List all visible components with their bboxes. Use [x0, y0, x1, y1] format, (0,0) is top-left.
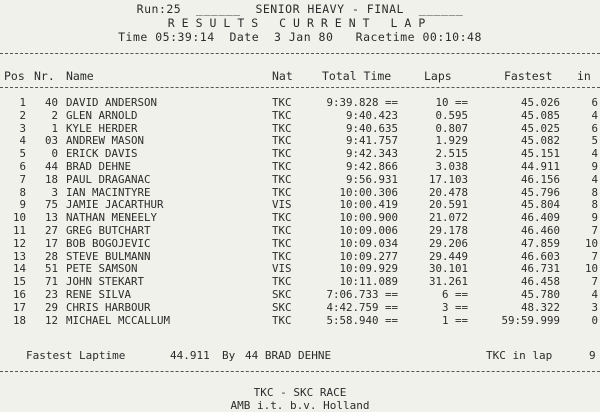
- row-total-time: 10:00.306: [339, 185, 398, 199]
- row-fastest: 45.082: [520, 134, 560, 148]
- race-title: Run:25 ______ SENIOR HEAVY - FINAL ______: [136, 2, 464, 16]
- column-header-in: in: [577, 69, 591, 83]
- row-laps: 29.206: [428, 236, 468, 250]
- table-row: [0, 122, 600, 134]
- row-name: RENE SILVA: [66, 288, 132, 301]
- row-in: 4: [591, 172, 598, 186]
- row-nat: TKC: [272, 211, 292, 225]
- column-header-fastest: Fastest: [504, 69, 553, 83]
- row-total-time: 10:00.900: [339, 211, 398, 225]
- row-name: MICHAEL MCCALLUM: [66, 313, 171, 327]
- fastest-lap-by-label: By: [222, 349, 236, 362]
- row-nat: TKC: [272, 134, 292, 148]
- row-fastest: 46.731: [520, 262, 560, 276]
- row-nr: 0: [51, 147, 58, 161]
- row-total-time: 9:42.866: [345, 160, 398, 173]
- row-in: 9: [591, 160, 598, 173]
- row-fastest: 45.151: [520, 147, 560, 161]
- row-name: PAUL DRAGANAC: [66, 172, 151, 186]
- fastest-lap-lap-label: TKC in lap: [486, 349, 553, 362]
- table-row: [0, 147, 600, 159]
- row-pos: 18: [12, 313, 26, 327]
- row-name: KYLE HERDER: [66, 121, 138, 135]
- row-fastest: 45.796: [520, 185, 560, 199]
- row-total-time: 10:09.034: [339, 236, 398, 250]
- row-laps: 1.929: [435, 134, 468, 148]
- divider-top: [0, 53, 600, 54]
- row-nat: TKC: [272, 147, 292, 161]
- row-nat: TKC: [272, 249, 292, 263]
- row-total-time: 9:42.343: [345, 147, 398, 161]
- row-total-time: 9:39.828 ==: [326, 96, 398, 109]
- column-header-pos: Pos: [4, 69, 25, 83]
- table-row: [0, 237, 600, 249]
- row-nat: TKC: [272, 224, 292, 237]
- row-laps: 17.103: [428, 172, 468, 186]
- row-pos: 6: [19, 160, 26, 173]
- row-nr: 3: [51, 185, 58, 199]
- column-header-laps: Laps: [424, 69, 452, 83]
- row-total-time: 10:09.929: [339, 262, 398, 276]
- row-in: 4: [591, 288, 598, 301]
- results-heading: RESULTS CURRENT LAP: [167, 16, 433, 30]
- row-name: DAVID ANDERSON: [66, 96, 158, 109]
- fastest-lap-label: Fastest Laptime: [26, 349, 126, 362]
- row-laps: 0.595: [435, 108, 468, 122]
- row-nat: TKC: [272, 96, 292, 109]
- row-total-time: 5:58.940 ==: [326, 313, 398, 327]
- row-in: 10: [584, 236, 598, 250]
- row-laps: 3 ==: [441, 300, 468, 314]
- row-laps: 20.591: [428, 198, 468, 212]
- table-row: [0, 250, 600, 262]
- row-in: 7: [591, 249, 598, 263]
- organizer-line: TKC - SKC RACE: [253, 386, 347, 399]
- fastest-lap-lap-value: 9: [589, 349, 596, 362]
- row-nr: 29: [44, 300, 58, 314]
- row-pos: 9: [19, 198, 26, 212]
- table-row: [0, 109, 600, 121]
- row-pos: 17: [12, 300, 26, 314]
- row-fastest: 46.409: [520, 211, 560, 225]
- row-nr: 71: [44, 275, 58, 289]
- row-total-time: 10:11.089: [339, 275, 398, 289]
- row-pos: 7: [19, 172, 26, 186]
- row-laps: 3.038: [435, 160, 468, 173]
- row-fastest: 46.458: [520, 275, 560, 289]
- row-total-time: 9:41.757: [345, 134, 398, 148]
- row-laps: 30.101: [428, 262, 468, 276]
- row-fastest: 44.911: [520, 160, 560, 173]
- row-nr: 2: [51, 108, 58, 122]
- table-row: [0, 288, 600, 300]
- row-name: GREG BUTCHART: [66, 224, 151, 237]
- row-nr: 13: [44, 211, 58, 225]
- row-nr: 17: [44, 236, 58, 250]
- table-row: [0, 96, 600, 108]
- table-row: [0, 314, 600, 326]
- race-time-info: Time 05:39:14 Date 3 Jan 80 Racetime 00:10:48: [118, 30, 482, 44]
- row-laps: 1 ==: [441, 313, 468, 327]
- table-row: [0, 275, 600, 287]
- row-name: BRAD DEHNE: [66, 160, 132, 173]
- row-pos: 5: [19, 147, 26, 161]
- row-nr: 75: [44, 198, 58, 212]
- row-nr: 28: [44, 249, 58, 263]
- row-fastest: 46.460: [520, 224, 560, 237]
- row-in: 8: [591, 198, 598, 212]
- row-name: ANDREW MASON: [66, 134, 145, 148]
- row-name: JOHN STEKART: [66, 275, 145, 289]
- row-fastest: 46.156: [520, 172, 560, 186]
- row-laps: 10 ==: [435, 96, 468, 109]
- row-fastest: 59:59.999: [501, 313, 560, 327]
- row-nat: TKC: [272, 236, 292, 250]
- table-row: [0, 186, 600, 198]
- row-in: 8: [591, 185, 598, 199]
- row-pos: 13: [12, 249, 26, 263]
- row-nat: TKC: [272, 275, 292, 289]
- row-laps: 2.515: [435, 147, 468, 161]
- row-in: 0: [591, 313, 598, 327]
- column-header-nr: Nr.: [34, 69, 55, 83]
- row-laps: 29.178: [428, 224, 468, 237]
- row-pos: 15: [12, 275, 26, 289]
- row-in: 10: [584, 262, 598, 276]
- row-fastest: 47.859: [520, 236, 560, 250]
- row-in: 9: [591, 211, 598, 225]
- row-name: NATHAN MENEELY: [66, 211, 158, 225]
- fastest-lap-time: 44.911: [170, 349, 210, 362]
- row-fastest: 48.322: [520, 300, 560, 314]
- table-row: [0, 160, 600, 172]
- row-laps: 20.478: [428, 185, 468, 199]
- row-in: 7: [591, 275, 598, 289]
- row-total-time: 7:06.733 ==: [326, 288, 398, 301]
- row-pos: 16: [12, 288, 26, 301]
- row-nr: 12: [44, 313, 58, 327]
- row-nat: TKC: [272, 172, 292, 186]
- timing-company-line: AMB i.t. b.v. Holland: [230, 399, 370, 412]
- row-name: JAMIE JACARTHUR: [66, 198, 164, 212]
- row-nat: TKC: [272, 108, 292, 122]
- row-nr: 18: [44, 172, 58, 186]
- row-fastest: 45.780: [520, 288, 560, 301]
- row-in: 4: [591, 147, 598, 161]
- row-pos: 1: [19, 96, 26, 109]
- row-total-time: 9:40.635: [345, 121, 398, 135]
- row-nat: SKC: [272, 300, 292, 314]
- row-nat: TKC: [272, 160, 292, 173]
- row-nat: TKC: [272, 121, 292, 135]
- row-pos: 3: [19, 121, 26, 135]
- row-total-time: 4:42.759 ==: [326, 300, 398, 314]
- row-fastest: 45.026: [520, 96, 560, 109]
- row-laps: 0.807: [435, 121, 468, 135]
- row-total-time: 10:09.277: [339, 249, 398, 263]
- row-nr: 51: [44, 262, 58, 276]
- row-in: 5: [591, 134, 598, 148]
- row-laps: 6 ==: [441, 288, 468, 301]
- row-in: 7: [591, 224, 598, 237]
- row-fastest: 46.603: [520, 249, 560, 263]
- row-pos: 11: [12, 224, 26, 237]
- table-row: [0, 134, 600, 146]
- column-header-total-time: Total Time: [322, 69, 392, 83]
- row-laps: 31.261: [428, 275, 468, 289]
- divider-bottom: [0, 371, 600, 372]
- row-name: ERICK DAVIS: [66, 147, 138, 161]
- row-pos: 10: [12, 211, 26, 225]
- table-row: [0, 198, 600, 210]
- row-in: 3: [591, 300, 598, 314]
- row-fastest: 45.804: [520, 198, 560, 212]
- column-header-name: Name: [66, 69, 94, 83]
- row-fastest: 45.085: [520, 108, 560, 122]
- row-nr: 03: [44, 134, 58, 148]
- row-total-time: 10:00.419: [339, 198, 398, 212]
- table-row: [0, 211, 600, 223]
- row-name: CHRIS HARBOUR: [66, 300, 151, 314]
- row-name: BOB BOGOJEVIC: [66, 236, 151, 250]
- row-pos: 12: [12, 236, 26, 250]
- table-row: [0, 262, 600, 274]
- row-name: STEVE BULMANN: [66, 249, 151, 263]
- column-header-nat: Nat: [272, 69, 293, 83]
- row-total-time: 10:09.006: [339, 224, 398, 237]
- row-nat: TKC: [272, 185, 292, 199]
- row-laps: 29.449: [428, 249, 468, 263]
- row-fastest: 45.025: [520, 121, 560, 135]
- row-name: PETE SAMSON: [66, 262, 138, 276]
- row-nr: 44: [44, 160, 58, 173]
- row-in: 6: [591, 96, 598, 109]
- row-nat: VIS: [272, 262, 292, 276]
- divider-columns: [0, 87, 600, 88]
- row-in: 6: [591, 121, 598, 135]
- row-nat: VIS: [272, 198, 292, 212]
- row-nr: 40: [44, 96, 58, 109]
- row-total-time: 9:40.423: [345, 108, 398, 122]
- row-pos: 14: [12, 262, 26, 276]
- row-nat: TKC: [272, 313, 292, 327]
- fastest-lap-driver: 44 BRAD DEHNE: [245, 349, 332, 362]
- row-nat: SKC: [272, 288, 292, 301]
- table-row: [0, 301, 600, 313]
- row-laps: 21.072: [428, 211, 468, 225]
- row-name: GLEN ARNOLD: [66, 108, 138, 122]
- row-total-time: 9:56.931: [345, 172, 398, 186]
- table-row: [0, 224, 600, 236]
- row-pos: 2: [19, 108, 26, 122]
- row-nr: 27: [44, 224, 58, 237]
- table-row: [0, 173, 600, 185]
- row-pos: 8: [19, 185, 26, 199]
- row-nr: 23: [44, 288, 58, 301]
- row-name: IAN MACINTYRE: [66, 185, 151, 199]
- row-in: 4: [591, 108, 598, 122]
- row-pos: 4: [19, 134, 26, 148]
- row-nr: 1: [51, 121, 58, 135]
